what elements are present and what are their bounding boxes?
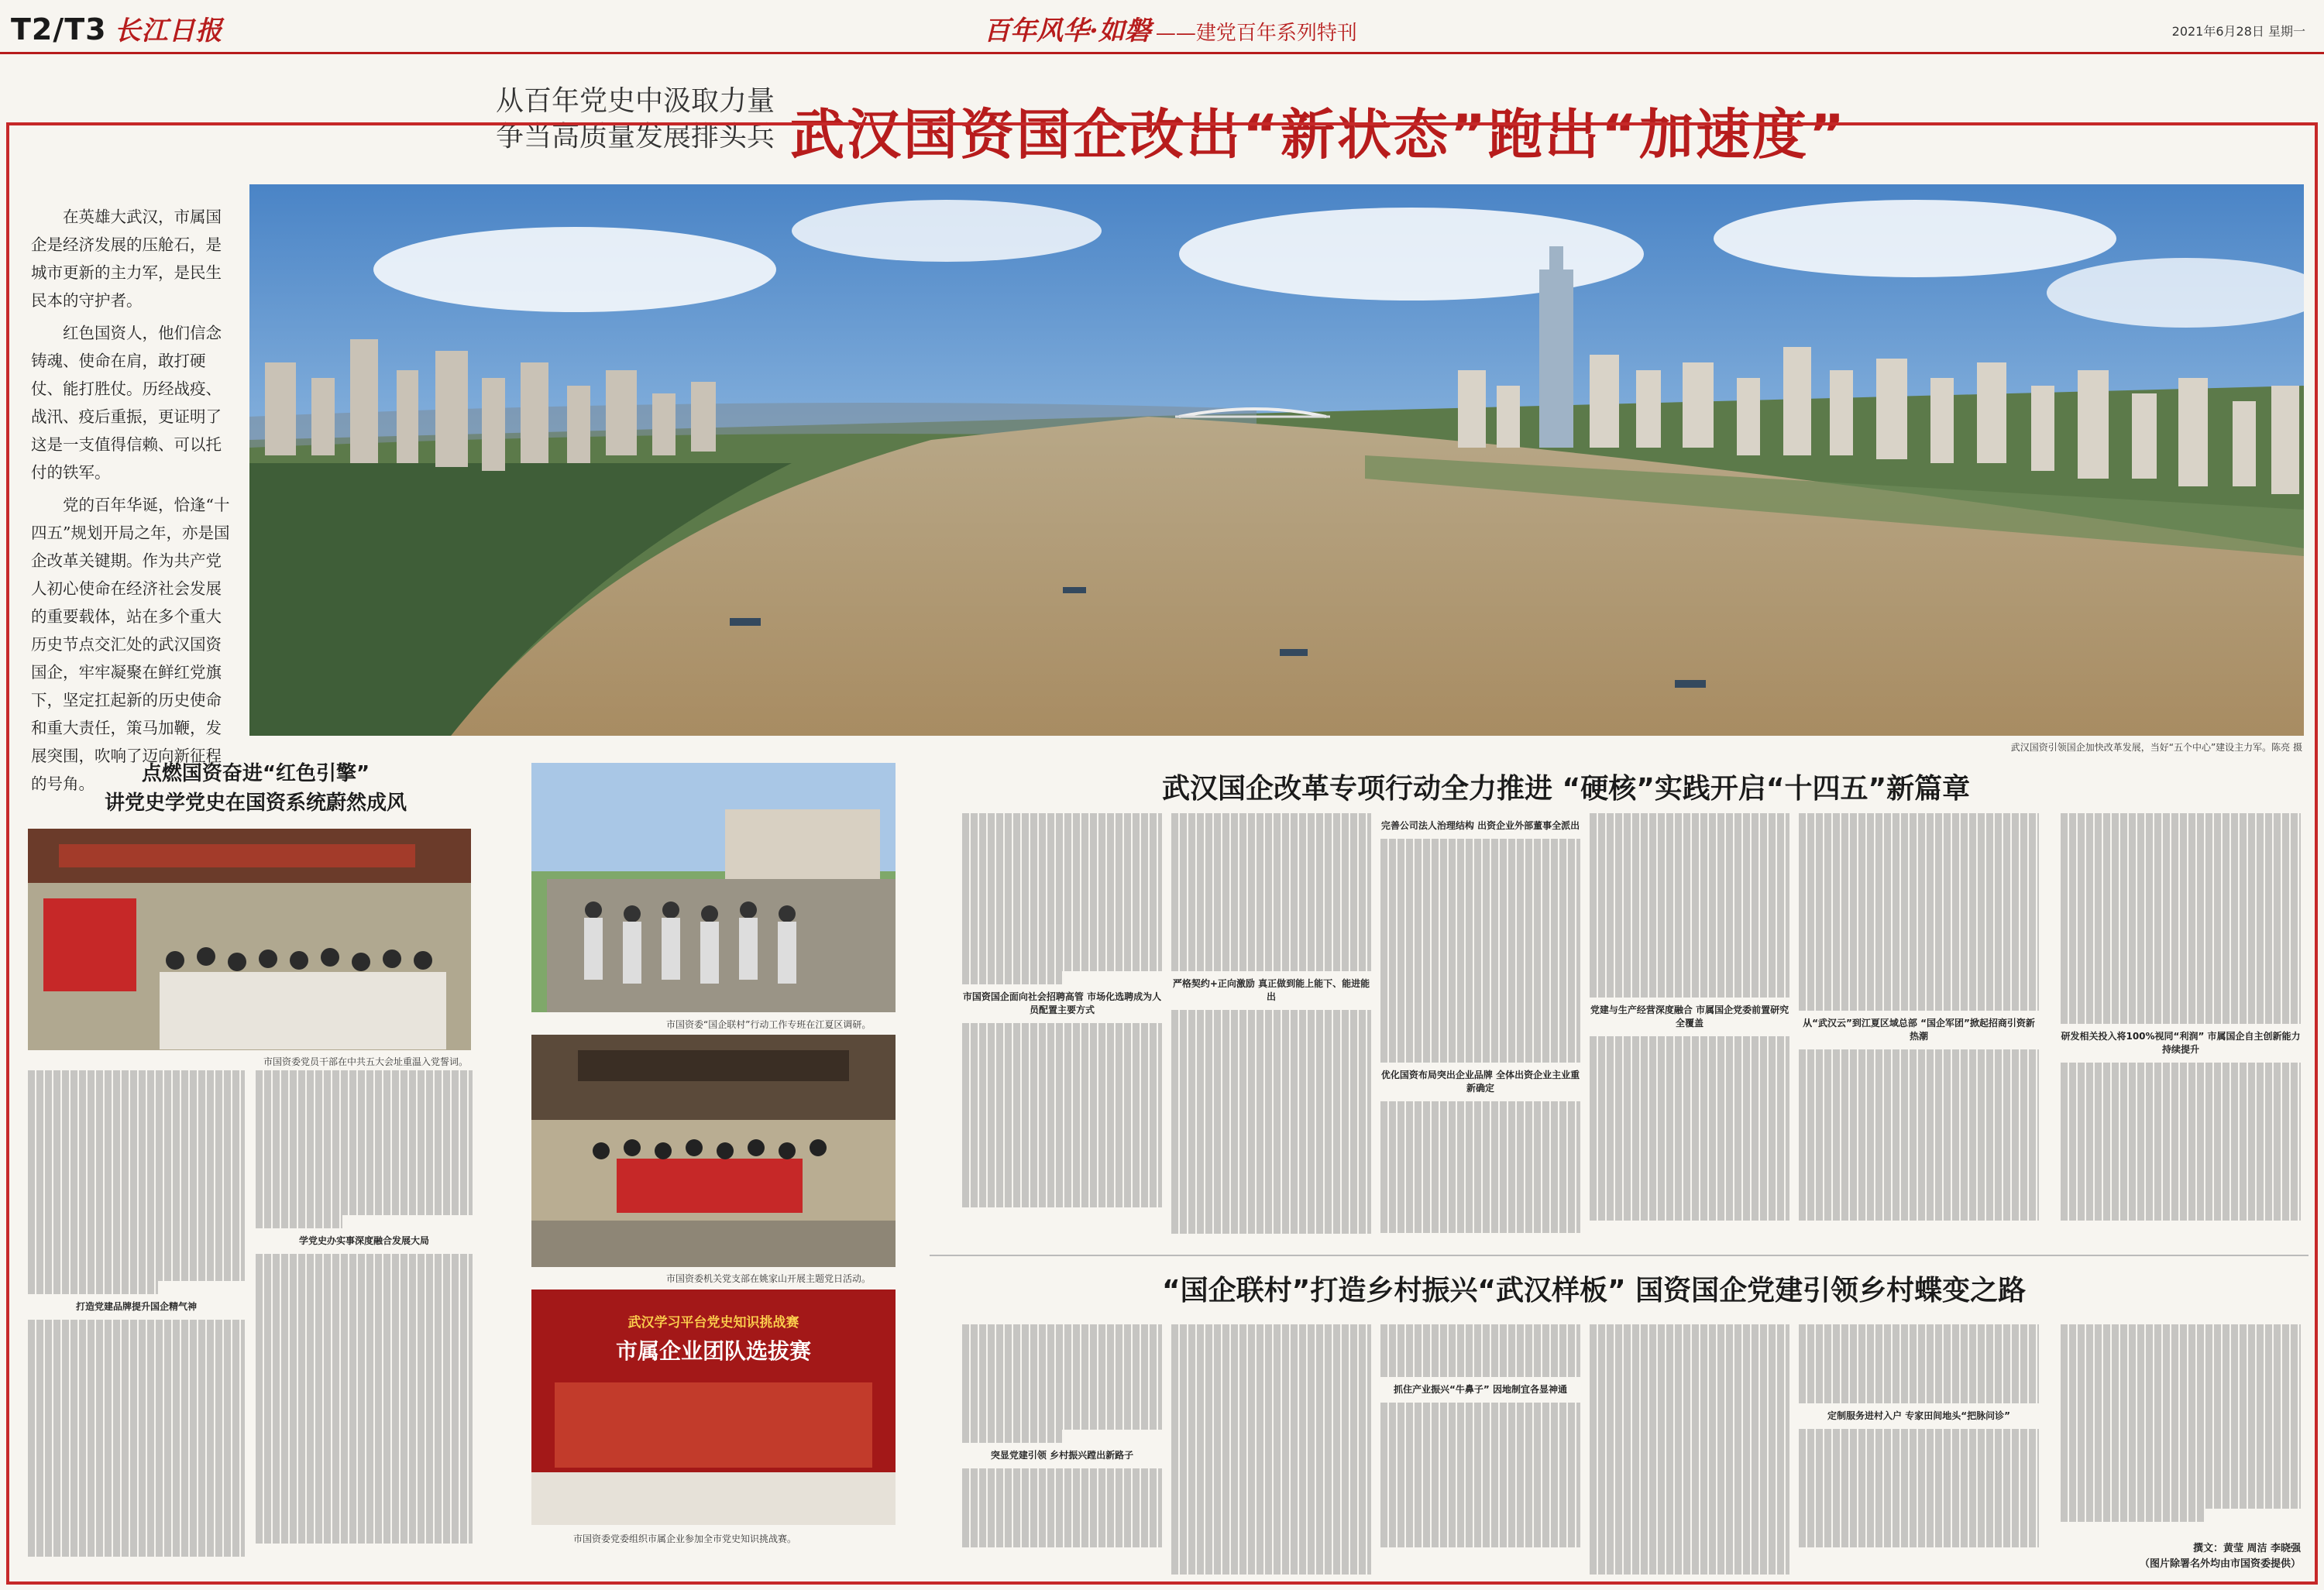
article-column-1 <box>28 1070 245 1578</box>
article-column-2 <box>256 1070 473 1578</box>
kicker-line-2: 争当高质量发展排头兵 <box>495 121 775 153</box>
reform-column-2 <box>1171 813 1371 1247</box>
rural-subhead-1: 突显党建引领 乡村振兴蹚出新路子 <box>990 1450 1134 1461</box>
reform-subhead-4: 优化国资布局突出企业品牌 全体出资企业主业重新确定 <box>1380 1070 1580 1094</box>
city-river-image <box>249 184 2304 736</box>
village-visit-photo <box>531 763 896 1012</box>
section-left-subhead-2: 学党史办实事深度融合发展大局 <box>298 1235 429 1246</box>
rural-column-3 <box>1380 1324 1580 1580</box>
reform-subhead-1: 市国资国企面向社会招聘高管 市场化选聘成为人员配置主要方式 <box>962 991 1162 1015</box>
reform-column-6 <box>2061 813 2301 1247</box>
rural-column-5 <box>1799 1324 2039 1580</box>
rural-column-2 <box>1171 1324 1371 1580</box>
lead-paragraph: 党的百年华诞，恰逢“十四五”规划开局之年，亦是国企改革关键期。作为共产党人初心使命在经济社会发展的重要载体，站在多个重大历史节点交汇处的武汉国资国企，牢牢凝聚在鲜红党旗下，坚定扛起新的历史使命和重大责任，策马加鞭，发展突围，吹响了迈向新征程的号角。 <box>31 496 230 793</box>
reform-subhead-6: 从“武汉云”到江夏区域总部 “国企军团”掀起招商引资新热潮 <box>1803 1018 2035 1042</box>
rural-column-6 <box>2061 1324 2301 1533</box>
section-divider <box>930 1255 2309 1256</box>
byline-authors: 撰文：黄莹 周洁 李晓强 <box>2192 1543 2301 1554</box>
reform-subhead-2: 完善公司法人治理结构 出资企业外部董事全派出 <box>1380 820 1580 831</box>
lead-paragraph: 红色国资人，他们信念铸魂、使命在肩，敢打硬仗、能打胜仗。历经战疫、战汛、疫后重振，更证明了这是一支值得信赖、可以托付的铁军。 <box>31 324 222 482</box>
banner-main-text: 市属企业团队选拔赛 <box>615 1338 811 1364</box>
kicker-line-1: 从百年党史中汲取力量 <box>495 85 775 117</box>
reform-subhead-3: 严格契约+正向激励 真正做到能上能下、能进能出 <box>1172 978 1370 1002</box>
reform-subhead-5: 党建与生产经营深度融合 市属国企党委前置研究全覆盖 <box>1590 1004 1789 1029</box>
rural-column-1 <box>962 1324 1162 1580</box>
stage-screen <box>555 1382 872 1468</box>
quiz-contest-photo <box>531 1290 896 1525</box>
rural-subhead-3: 定制服务进村入户 专家田间地头“把脉问诊” <box>1827 1410 2010 1421</box>
village-visit-image <box>531 763 896 1012</box>
oath-photo <box>28 829 471 1050</box>
section-left-title-line-1: 点燃国资奋进“红色引擎” <box>141 762 370 785</box>
rural-subhead-2: 抓住产业振兴“牛鼻子” 因地制宜各显神通 <box>1394 1384 1567 1395</box>
reform-column-5 <box>1799 813 2039 1247</box>
issue-date: 2021年6月28日 星期一 <box>2171 24 2305 39</box>
reform-column-4 <box>1590 813 1789 1247</box>
lead-text <box>31 203 234 802</box>
banner-top-text: 武汉学习平台党史知识挑战赛 <box>627 1315 799 1331</box>
section-reform-title: 武汉国企改革专项行动全力推进 “硬核”实践开启“十四五”新篇章 <box>1162 773 1971 805</box>
oath-photo-caption: 市国资委党员干部在中共五大会址重温入党誓词。 <box>263 1056 469 1067</box>
party-day-photo <box>531 1035 896 1267</box>
reform-column-1 <box>962 813 1162 1247</box>
reform-subhead-7: 研发相关投入将100%视同“利润” 市属国企自主创新能力持续提升 <box>2061 1031 2301 1055</box>
audience <box>531 1472 896 1525</box>
quiz-contest-caption: 市国资委党委组织市属企业参加全市党史知识挑战赛。 <box>573 1533 797 1544</box>
party-day-caption: 市国资委机关党支部在姚家山开展主题党日活动。 <box>666 1273 871 1284</box>
photo-credit: （图片除署名外均由市国资委提供） <box>2139 1558 2301 1570</box>
series-title: 百年风华·如磐 <box>984 15 1151 46</box>
hero-aerial-photo <box>249 184 2304 736</box>
hero-photo-caption: 武汉国资引领国企加快改革发展，当好“五个中心”建设主力军。陈亮 摄 <box>2010 742 2302 753</box>
section-left-subhead-1: 打造党建品牌提升国企精气神 <box>75 1301 197 1312</box>
page-number <box>11 9 223 47</box>
party-day-image <box>531 1035 896 1267</box>
reform-column-3 <box>1380 813 1580 1247</box>
byline <box>2092 1541 2301 1572</box>
section-left-title <box>23 759 488 818</box>
main-headline: 武汉国资国企改出“新状态”跑出“加速度” <box>790 103 1848 167</box>
oath-image <box>28 829 471 1050</box>
section-rural-title: “国企联村”打造乡村振兴“武汉样板” 国资国企党建引领乡村蝶变之路 <box>1162 1275 2027 1307</box>
series-banner <box>984 9 1357 47</box>
rural-column-4 <box>1590 1324 1789 1580</box>
lead-paragraph: 在英雄大武汉，市属国企是经济发展的压舱石，是城市更新的主力军，是民生民本的守护者。 <box>31 208 222 310</box>
section-left-title-line-2: 讲党史学党史在国资系统蔚然成风 <box>104 792 407 815</box>
landmark-tower <box>1539 270 1573 448</box>
village-visit-caption: 市国资委“国企联村”行动工作专班在江夏区调研。 <box>666 1019 871 1030</box>
series-subtitle: ——建党百年系列特刊 <box>1155 22 1357 45</box>
paper-name: 长江日报 <box>114 15 223 46</box>
page-number-text: T2/T3 <box>11 12 107 46</box>
